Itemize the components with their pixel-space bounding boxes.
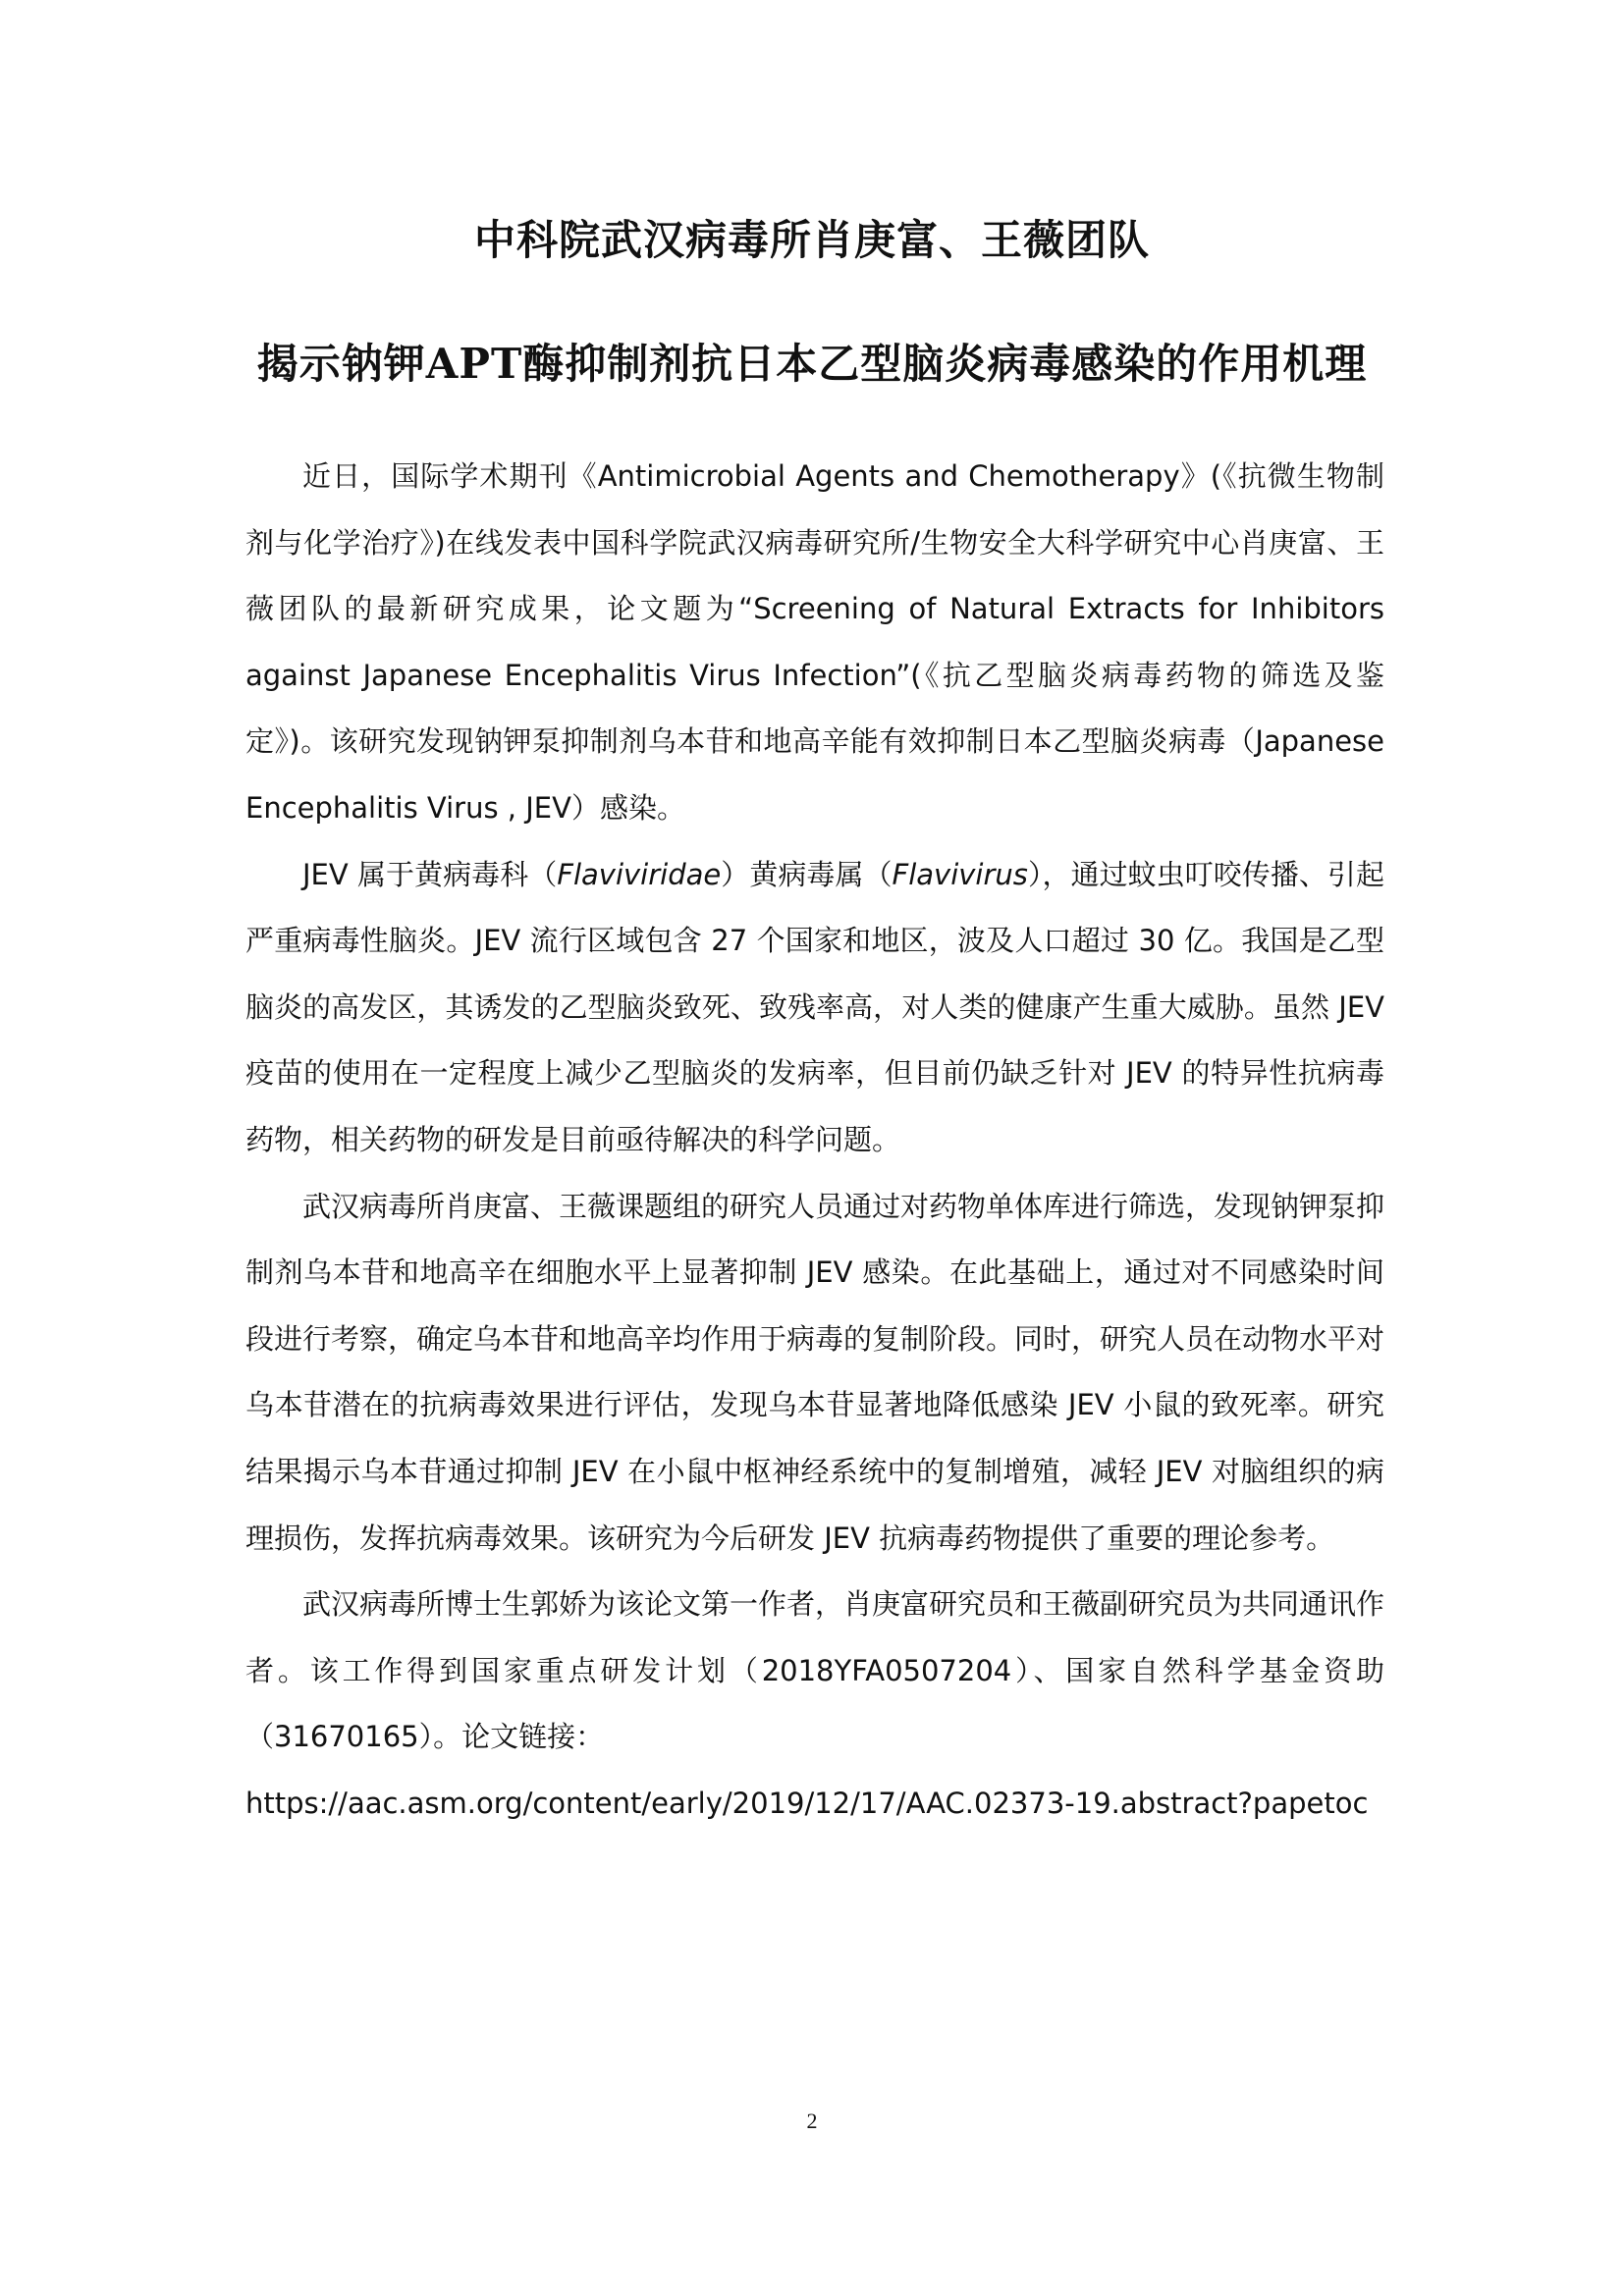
paragraph-4: 武汉病毒所博士生郭娇为该论文第一作者，肖庚富研究员和王薇副研究员为共同通讯作者。该工作得到国家重点研发计划（2018YFA0507204）、国家自然科学基金资助（31670165）。论文链接： bbox=[245, 1587, 1385, 1754]
paragraph-2-text-a: JEV 属于黄病毒科（ bbox=[302, 857, 558, 891]
paragraph-2-text-b: ）黄病毒属（ bbox=[721, 857, 893, 891]
page-number: 2 bbox=[806, 2109, 818, 2133]
paragraph-1: 近日，国际学术期刊《Antimicrobial Agents and Chemotherapy》(《抗微生物制剂与化学治疗》)在线发表中国科学院武汉病毒研究所/生物安全大科学研究中心肖庚富、王薇团队的最新研究成果，论文题为“Screening of Natural Extracts for Inhibitors against Japanese Encephalitis Virus Infection”(《抗乙型脑炎病毒药物的筛选及鉴定》)。该研究发现钠钾泵抑制剂乌本苷和地高辛能有效抑制日本乙型脑炎病毒（Japanese Encephalitis Virus , JEV）感染。 bbox=[245, 459, 1384, 825]
title-line-2: 揭示钠钾APT酶抑制剂抗日本乙型脑炎病毒感染的作用机理 bbox=[256, 340, 1368, 388]
genus-name-italic: Flavivirus bbox=[892, 857, 1028, 891]
paragraph-2 bbox=[245, 842, 1384, 1174]
paragraph-2-text-c: ），通过蚊虫叮咬传播、引起严重病毒性脑炎。JEV 流行区域包含 27 个国家和地区，波及人口超过 30 亿。我国是乙型脑炎的高发区，其诱发的乙型脑炎致死、致残率高，对人类的健康产生重大威胁。虽然 JEV 疫苗的使用在一定程度上减少乙型脑炎的发病率，但目前仍缺乏针对 JEV 的特异性抗病毒药物，相关药物的研发是目前亟待解决的科学问题。 bbox=[245, 857, 1384, 1156]
article-body bbox=[245, 444, 1384, 1837]
paper-link[interactable]: https://aac.asm.org/content/early/2019/12/17/AAC.02373-19.abstract?papetoc bbox=[245, 1786, 1369, 1820]
title-line-1: 中科院武汉病毒所肖庚富、王薇团队 bbox=[473, 216, 1150, 264]
family-name-italic: Flaviviridae bbox=[557, 857, 722, 891]
paragraph-3: 武汉病毒所肖庚富、王薇课题组的研究人员通过对药物单体库进行筛选，发现钠钾泵抑制剂乌本苷和地高辛在细胞水平上显著抑制 JEV 感染。在此基础上，通过对不同感染时间段进行考察，确定乌本苷和地高辛均作用于病毒的复制阶段。同时，研究人员在动物水平对乌本苷潜在的抗病毒效果进行评估，发现乌本苷显著地降低感染 JEV 小鼠的致死率。研究结果揭示乌本苷通过抑制 JEV 在小鼠中枢神经系统中的复制增殖，减轻 JEV 对脑组织的病理损伤，发挥抗病毒效果。该研究为今后研发 JEV 抗病毒药物提供了重要的理论参考。 bbox=[245, 1189, 1385, 1555]
